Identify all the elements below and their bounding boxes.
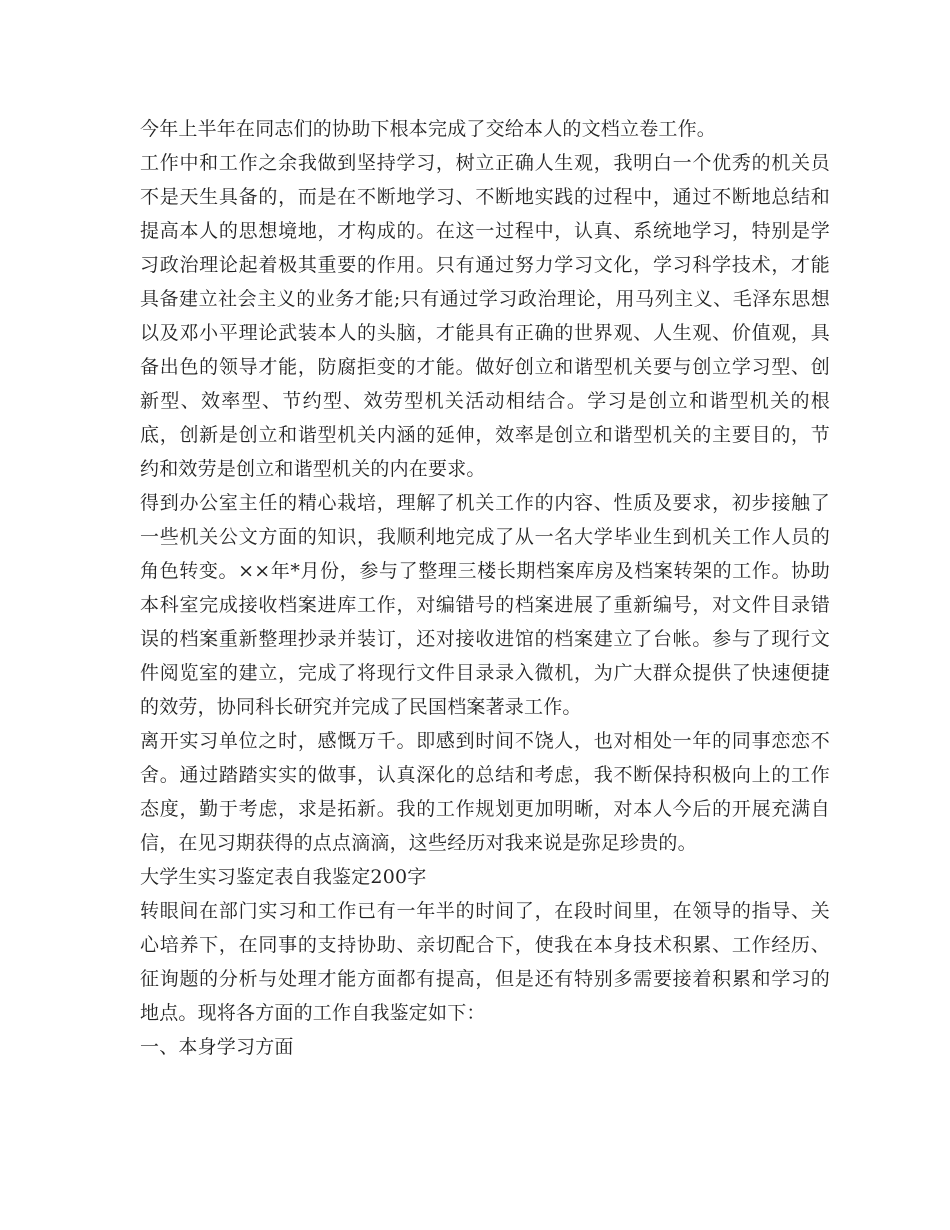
paragraph-summary: 转眼间在部门实习和工作已有一年半的时间了，在段时间里，在领导的指导、关心培养下，在同事的支持协助、亲切配合下，使我在本身技术积累、工作经历、征询题的分析与处理才能方面都有提高，但是还有特别多需要接着积累和学习的地点。现将各方面的工作自我鉴定如下： [140,900,830,1024]
paragraph-study: 工作中和工作之余我做到坚持学习，树立正确人生观，我明白一个优秀的机关员不是天生具备的，而是在不断地学习、不断地实践的过程中，通过不断地总结和提高本人的思想境地，才构成的。在这一过程中，认真、系统地学习，特别是学习政治理论起着极其重要的作用。只有通过努力学习文化，学习科学技术，才能具备建立社会主义的业务才能;只有通过学习政治理论，用马列主义、毛泽东思想以及邓小平理论武装本人的头脑，才能具有正确的世界观、人生观、价值观，具备出色的领导才能，防腐拒变的才能。做好创立和谐型机关要与创立学习型、创新型、效率型、节约型、效劳型机关活动相结合。学习是创立和谐型机关的根底，创新是创立和谐型机关内涵的延伸，效率是创立和谐型机关的主要目的，节约和效劳是创立和谐型机关的内在要求。 [140,152,830,480]
subsection-heading: 一、本身学习方面 [140,1036,294,1058]
paragraph-office-work: 得到办公室主任的精心栽培，理解了机关工作的内容、性质及要求，初步接触了一些机关公文方面的知识，我顺利地完成了从一名大学毕业生到机关工作人员的角色转变。××年*月份，参与了整理三楼长期档案库房及档案转架的工作。协助本科室完成接收档案进库工作，对编错号的档案进展了重新编号，对文件目录错误的档案重新整理抄录并装订，还对接收进馆的档案建立了台帐。参与了现行文件阅览室的建立，完成了将现行文件目录录入微机，为广大群众提供了快速便捷的效劳，协同科长研究并完成了民国档案著录工作。 [140,492,830,718]
paragraph-farewell: 离开实习单位之时，感慨万千。即感到时间不饶人，也对相处一年的同事恋恋不舍。通过踏踏实实的做事，认真深化的总结和考虑，我不断保持积极向上的工作态度，勤于考虑，求是拓新。我的工作规划更加明晰，对本人今后的开展充满自信，在见习期获得的点点滴滴，这些经历对我来说是弥足珍贵的。 [140,730,830,854]
document-body [140,112,830,1064]
section-title: 大学生实习鉴定表自我鉴定200字 [140,866,427,888]
paragraph-intro: 今年上半年在同志们的协助下根本完成了交给本人的文档立卷工作。 [140,118,717,140]
